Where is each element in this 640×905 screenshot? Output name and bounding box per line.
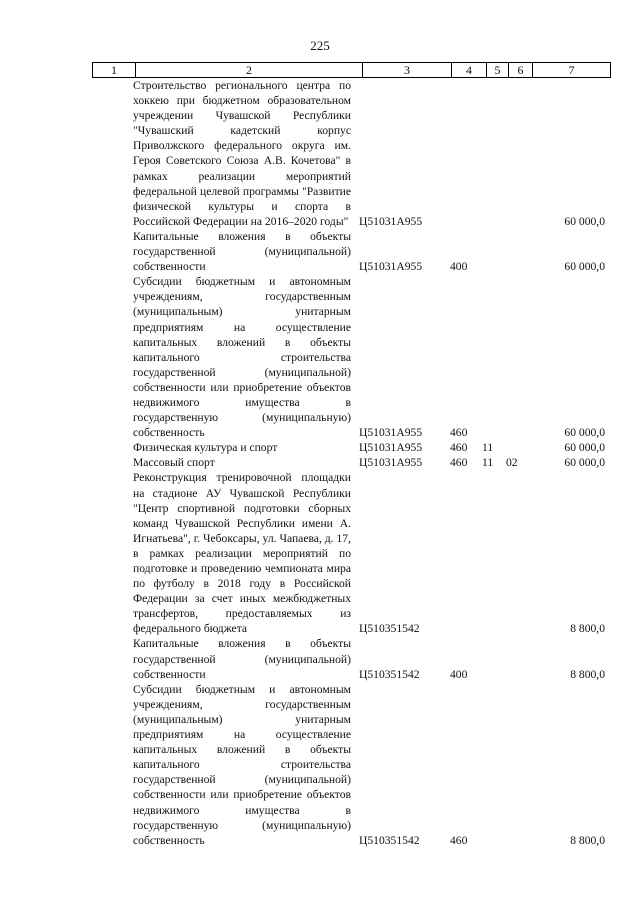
row-amount: 60 000,0 [564,260,605,274]
row-description: Субсидии бюджетным и автономным учреждениям, государственным (муниципальным) унитарным предприятиям на осуществление капитальных вложений в объекты капитального строительства государственной (муниципальной) собственности или приобретение объектов недвижимого имущества в государственную (муниципальную) собственность [133,275,351,440]
row-description: Капитальные вложения в объекты государственной (муниципальной) собственности [133,637,351,681]
row-description: Строительство регионального центра по хоккею при бюджетном образовательном учреждении Чувашской Республики "Чувашский кадетский корпус Приволжского федерального округа им. Героя Советского Союза А.В. Кочетова" в рамках реализации мероприятий федеральной целевой программы "Развитие физической культуры и спорта в Российской Федерации на 2016–2020 годы" [133,79,351,228]
row-target-code: Ц51031А955 [359,260,423,274]
header-col-1: 1 [93,63,136,78]
budget-table-body [0,78,640,848]
row-expense-type: 460 [450,833,468,847]
row-target-code: Ц51031А955 [359,456,423,470]
row-description: Субсидии бюджетным и автономным учреждениям, государственным (муниципальным) унитарным предприятиям на осуществление капитальных вложений в объекты капитального строительства государственной (муниципальной) собственности или приобретение объектов недвижимого имущества в государственную (муниципальную) собственность [133,682,351,847]
row-amount: 60 000,0 [564,426,605,440]
row-expense-type: 460 [450,441,468,455]
row-description: Реконструкция тренировочной площадки на стадионе АУ Чувашской Республики "Центр спортивной подготовки сборных команд Чувашской Республики имени А. Игнатьева", г. Чебоксары, ул. Чапаева, д. 17, в рамках реализации мероприятий по подготовке и проведению чемпионата мира по футболу в 2018 году в Российской Федерации за счет иных межбюджетных трансфертов, предоставляемых из федерального бюджета [133,471,351,636]
table-row [0,440,640,455]
row-section: 11 [482,456,494,470]
header-col-5: 5 [487,63,509,78]
row-amount: 60 000,0 [564,456,605,470]
row-section: 11 [482,441,494,455]
row-target-code: Ц51031А955 [359,214,423,228]
row-target-code: Ц51031А955 [359,426,423,440]
header-col-4: 4 [452,63,487,78]
table-row [0,274,640,440]
table-row [0,455,640,470]
table-row [0,470,640,636]
row-target-code: Ц510351542 [359,667,420,681]
row-description: Массовый спорт [133,456,215,470]
row-description: Капитальные вложения в объекты государственной (муниципальной) собственности [133,229,351,274]
header-col-3: 3 [363,63,452,78]
header-col-2: 2 [136,63,363,78]
row-description: Физическая культура и спорт [133,441,278,455]
table-row [0,78,640,229]
row-expense-type: 460 [450,426,468,440]
row-amount: 8 800,0 [570,667,605,681]
table-row [0,229,640,274]
row-subsection: 02 [506,456,518,470]
row-target-code: Ц51031А955 [359,441,423,455]
row-amount: 60 000,0 [564,441,605,455]
row-amount: 8 800,0 [570,622,605,636]
table-row [0,636,640,681]
row-expense-type: 460 [450,456,468,470]
header-row [93,63,611,78]
row-amount: 8 800,0 [570,833,605,847]
row-expense-type: 400 [450,260,468,274]
table-row [0,682,640,848]
row-target-code: Ц510351542 [359,622,420,636]
row-expense-type: 400 [450,667,468,681]
header-col-6: 6 [509,63,533,78]
page-number: 225 [310,38,330,53]
header-col-7: 7 [533,63,611,78]
row-target-code: Ц510351542 [359,833,420,847]
row-amount: 60 000,0 [564,214,605,228]
column-number-header [92,62,611,78]
